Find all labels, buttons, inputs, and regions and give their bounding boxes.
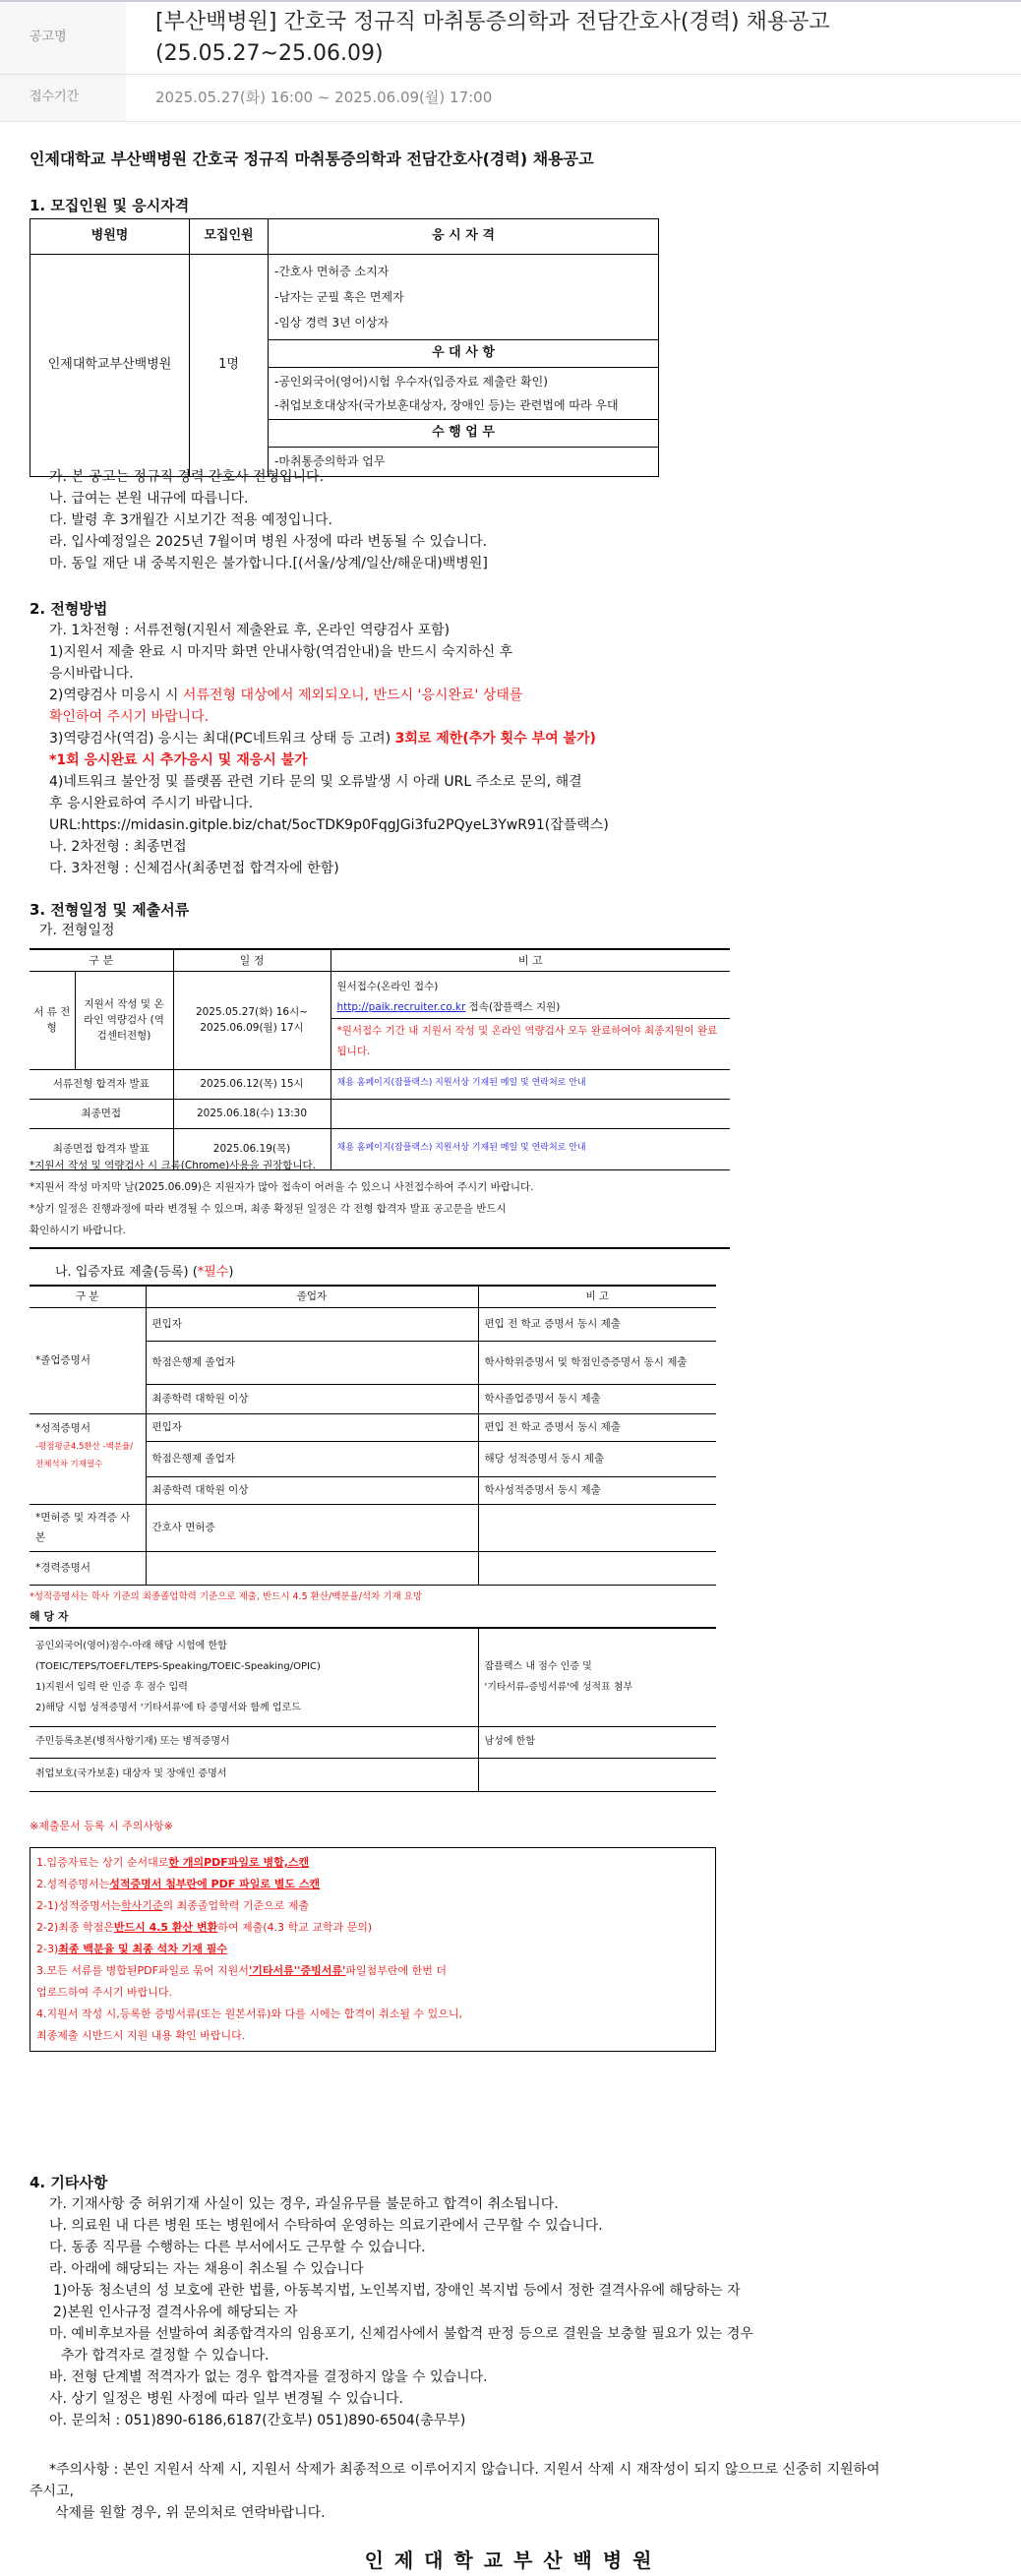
preference-title: 우 대 사 항	[269, 340, 659, 368]
applicable-text: 주민등록초본(병적사항기재) 또는 병적증명서	[30, 1726, 478, 1758]
doc-category: *성적증명서	[35, 1421, 90, 1434]
application-period: 2025.05.27(화) 16시~ 2025.06.09(월) 17시	[173, 971, 330, 1069]
schedule-date: 2025.06.18(수) 13:30	[173, 1099, 330, 1128]
doc-item: 최종학력 대학원 이상	[146, 1384, 478, 1413]
doc-item: 편입자	[146, 1307, 478, 1341]
etc-line: 바. 전형 단계별 적격자가 없는 경우 합격자를 결정하지 않을 수 있습니다.	[49, 2369, 488, 2385]
applicable-text: (TOEIC/TEPS/TOEFL/TEPS-Speaking/TOEIC-Speaking/OPIC)	[35, 1661, 321, 1673]
text-span: 1.입증자료는 상기 순서대로	[36, 1856, 169, 1869]
note-line: 가. 본 공고는 정규직 경력 간호사 전형입니다.	[49, 469, 325, 485]
doc-item: 편입자	[146, 1413, 478, 1441]
doc-remark: 편입 전 학교 증명서 동시 제출	[478, 1307, 716, 1341]
process-line: *1회 응시완료 시 추가응시 및 재응시 불가	[49, 752, 308, 768]
period-row	[0, 75, 1021, 122]
schedule-remark: 채용 홈페이지(잡플랙스) 지원서상 기재된 메일 및 연락처로 안내	[330, 1069, 730, 1099]
th-remark: 비 고	[478, 1286, 716, 1307]
caution-line: 업로드하여 주시기 바랍니다.	[36, 1986, 173, 1999]
title-label: 공고명	[0, 2, 126, 74]
caution-note	[30, 2459, 989, 2524]
etc-line: 2)본원 인사규정 결격사유에 해당되는 자	[53, 2305, 298, 2320]
document-screening: 서 류 전 형	[30, 971, 75, 1069]
applicable-text: 취업보호(국가보훈) 대상자 및 장애인 증명서	[30, 1758, 478, 1791]
schedule-remark: 채용 홈페이지(잡플랙스) 지원서상 기재된 메일 및 연락처로 안내	[330, 1128, 730, 1169]
emphasis: 반드시 4.5 환산 변환	[113, 1921, 218, 1934]
note-line: 나. 급여는 본원 내규에 따릅니다.	[49, 491, 249, 507]
process-line	[49, 685, 984, 706]
applicable-text: 1)지원서 입력 란 인증 후 점수 입력	[35, 1682, 188, 1694]
text-span: 3)역량검사(역검) 응시는 최대(PC네트워크 상태 등 고려)	[49, 731, 395, 747]
etc-line: 1)아동 청소년의 성 보호에 관한 법률, 아동복지법, 노인복지법, 장애인 복지법 등에서 정한 결격사유에 해당하는 자	[53, 2283, 741, 2299]
process-line: 가. 1차전형 : 서류전형(지원서 제출완료 후, 온라인 역량검사 포함)	[49, 623, 450, 638]
th-count: 모집인원	[190, 219, 269, 255]
red-text: 3회로 제한	[394, 731, 463, 747]
doc-category: *졸업증명서	[30, 1307, 146, 1413]
applicable-table	[30, 1627, 716, 1792]
applicable-remark: 남성에 한함	[478, 1726, 716, 1758]
text-span: 2-1)성적증명서는	[36, 1899, 122, 1912]
remark-warning: *원서접수 기간 내 지원서 작성 및 온라인 역량검사 모두 완료하여야 최종지원이 완료됩니다.	[331, 1018, 731, 1064]
etc-line: 추가 합격자로 결정할 수 있습니다.	[61, 2348, 270, 2364]
duty-item: -마취통증의학과 업무	[269, 448, 659, 477]
th-schedule: 일 정	[173, 949, 330, 971]
remark-text: 원서접수(온라인 접수)	[336, 980, 439, 992]
emphasis: 학사기준	[121, 1899, 163, 1912]
schedule-step: 서류전형 합격자 발표	[30, 1069, 173, 1099]
process-line: 나. 2차전형 : 최종면접	[49, 839, 187, 855]
doc-remark: 편입 전 학교 증명서 동시 제출	[478, 1413, 716, 1441]
process-line: 응시바랍니다.	[49, 666, 134, 682]
footer-hospital-name: 인 제 대 학 교 부 산 백 병 원	[364, 2548, 654, 2572]
schedule-step: 최종면접	[30, 1099, 173, 1128]
th-qualification: 응 시 자 격	[269, 219, 659, 255]
process-line: 1)지원서 제출 완료 시 마지막 화면 안내사항(역검안내)을 반드시 숙지하신 후	[49, 644, 513, 660]
schedule-note: 확인하시기 바랍니다.	[30, 1225, 126, 1236]
applicable-text: 2)해당 시험 성적증명서 '기타서류'에 타 증명서와 함께 업로드	[35, 1703, 301, 1714]
section-4-title: 4. 기타사항	[30, 2174, 108, 2191]
caution-text: *주의사항 : 본인 지원서 삭제 시, 지원서 삭제가 최종적으로 이루어지지 않습니다. 지원서 삭제 시 재작성이 되지 않으므로 신중히 지원하여	[49, 2462, 880, 2478]
applicable-title: 해 당 자	[30, 1610, 69, 1623]
caution-text: 삭제를 원할 경우, 위 문의처로 연락바랍니다.	[55, 2505, 326, 2521]
schedule-step: 최종면접 합격자 발표	[30, 1128, 173, 1169]
process-line	[49, 728, 984, 749]
text-span: 2-3)	[36, 1943, 59, 1955]
etc-line: 라. 아래에 해당되는 자는 채용이 취소될 수 있습니다	[49, 2261, 364, 2277]
etc-line: 가. 기재사항 중 허위기재 사실이 있는 경우, 과실유무를 불문하고 합격이 취소됩니다.	[49, 2196, 559, 2212]
doc-remark: 해당 성적증명서 동시 제출	[478, 1441, 716, 1476]
doc-remark: 학사성적증명서 동시 제출	[478, 1476, 716, 1504]
text-span: 2)역량검사 미응시 시	[49, 688, 183, 703]
process-line: 4)네트워크 불안정 및 플랫폼 관련 기타 문의 및 오류발생 시 아래 URL 주소로 문의, 해결	[49, 774, 582, 790]
remark-text: 접속(잡플랙스 지원)	[465, 1000, 561, 1013]
documents-table	[30, 1285, 716, 1586]
qual-item: -간호사 면허증 소지자	[274, 265, 390, 278]
doc-remark: 학사학위증명서 및 학점인증증명서 동시 제출	[478, 1341, 716, 1384]
applicable-text: 공인외국어(영어)점수-아래 해당 시험에 한함	[35, 1641, 227, 1652]
pref-item: -공인외국어(영어)시험 우수자(입증자료 제출란 확인)	[274, 375, 548, 389]
pref-item: -취업보호대상자(국가보훈대상자, 장애인 등)는 관련법에 따라 우대	[274, 398, 619, 412]
caution-line: 최종제출 시반드시 지원 내용 확인 바랍니다.	[36, 2029, 246, 2042]
qual-item: -남자는 군필 혹은 면제자	[274, 290, 404, 304]
doc-item: 최종학력 대학원 이상	[146, 1476, 478, 1504]
emphasis: 한 개의PDF파일로 병합,스캔	[168, 1856, 310, 1869]
note-line: 마. 동일 재단 내 중복지원은 불가합니다.[(서울/상계/일산/해운대)백병원]	[49, 556, 488, 571]
emphasis: 성적증명서 첨부란에 PDF 파일로 별도 스캔	[109, 1878, 321, 1890]
text-span: 2-2)최종 학점은	[36, 1921, 114, 1934]
application-step: 지원서 작성 및 온라인 역량검사 (역검센터전형)	[75, 971, 173, 1069]
schedule-note: *지원서 작성 마지막 날(2025.06.09)은 지원자가 많아 접속이 어려울 수 있으니 사전접수하여 주시기 바랍니다.	[30, 1181, 534, 1193]
qualification-table	[30, 218, 659, 477]
red-text: (추가 횟수 부여 불가)	[462, 731, 596, 747]
text-span: )	[228, 1265, 234, 1280]
section-1-title: 1. 모집인원 및 응시자격	[30, 197, 190, 214]
etc-line: 다. 동종 직무를 수행하는 다른 부서에서도 근무할 수 있습니다.	[49, 2240, 426, 2255]
documents-subtitle	[55, 1263, 233, 1283]
emphasis: '기타서류''증빙서류'	[248, 1964, 346, 1977]
red-text: 서류전형 대상에서 제외	[182, 688, 326, 703]
caution-line: 4.지원서 작성 시,등록한 증빙서류(또는 원본서류)와 다를 시에는 합격이 취소될 수 있으니,	[36, 2007, 462, 2020]
doc-category-note: -평점평균4.5환산 -백분율/전체석차 기재필수	[35, 1441, 134, 1469]
section-4-body	[49, 2193, 984, 2431]
text-span: 하여 제출(4.3 학교 교학과 문의)	[217, 1921, 373, 1934]
period-value: 2025.05.27(화) 16:00 ~ 2025.06.09(월) 17:00	[155, 88, 493, 106]
schedule-note: *지원서 작성 및 역량검사 시 크롬(Chrome)사용을 권장합니다.	[30, 1160, 316, 1171]
emphasis: 최종 백분율 및 최종 석차 기재 필수	[58, 1943, 228, 1955]
schedule-table	[30, 948, 730, 1170]
doc-item: 학점은행제 졸업자	[146, 1441, 478, 1476]
transcript-note: *성적증명서는 학사 기준의 최종졸업학력 기준으로 제출, 반드시 4.5 환산/백분율/석차 기재 요망	[30, 1591, 423, 1602]
doc-item: 간호사 면허증	[146, 1504, 478, 1551]
contact-line: 아. 문의처 : 051)890-6186,6187(간호부) 051)890-6504(총무부)	[49, 2413, 466, 2428]
caution-text: 주시고,	[30, 2484, 75, 2499]
text-span: 3.모든 서류를 병합된PDF파일로 묶어 지원서	[36, 1964, 249, 1977]
doc-category: *경력증명서	[30, 1551, 146, 1585]
doc-remark: 학사졸업증명서 동시 제출	[478, 1384, 716, 1413]
text-span: 파일첨부란에 한번 더	[345, 1964, 448, 1977]
th-category: 구 분	[30, 1286, 146, 1307]
doc-title: 인제대학교 부산백병원 간호국 정규직 마취통증의학과 전담간호사(경력) 채용공고	[30, 150, 594, 168]
qual-item: -임상 경력 3년 이상자	[274, 316, 390, 329]
process-line: 확인하여 주시기 바랍니다.	[49, 709, 210, 725]
support-url[interactable]: URL:https://midasin.gitple.biz/chat/5ocTDK9p0FqgJGi3fu2PQyeL3YwR91(잡플랙스)	[49, 817, 609, 833]
applicable-remark: 잡플랙스 내 점수 인증 및	[484, 1661, 592, 1673]
text-span: 2.성적증명서는	[36, 1878, 110, 1890]
note-line: 라. 입사예정일은 2025년 7월이며 병원 사정에 따라 변동될 수 있습니다.	[49, 534, 488, 550]
section-3-title: 3. 전형일정 및 제출서류	[30, 901, 190, 919]
th-graduate: 졸업자	[146, 1286, 478, 1307]
doc-category: *면허증 및 자격증 사본	[30, 1504, 146, 1551]
th-category: 구 분	[30, 949, 173, 971]
section-1-notes	[49, 466, 488, 574]
duty-title: 수 행 업 무	[269, 420, 659, 448]
recruit-site-link[interactable]: http://paik.recruiter.co.kr	[336, 1000, 466, 1013]
section-2-title: 2. 전형방법	[30, 600, 108, 618]
caution-box	[30, 1847, 716, 2052]
process-line: 다. 3차전형 : 신체검사(최종면접 합격자에 한함)	[49, 861, 339, 876]
hospital-name: 인제대학교부산백병원	[30, 255, 190, 477]
schedule-date: 2025.06.19(목)	[173, 1128, 330, 1169]
caution-title: ※제출문서 등록 시 주의사항※	[30, 1820, 173, 1832]
applicable-remark: '기타서류-증빙서류'에 성적표 첨부	[484, 1682, 633, 1694]
section-2-body	[49, 620, 984, 879]
etc-line: 마. 예비후보자를 선발하여 최종합격자의 임용포기, 신체검사에서 불합격 판정 등으로 결원을 보충할 필요가 있는 경우	[49, 2326, 753, 2342]
text-span: 나. 입증자료 제출(등록) (	[55, 1265, 198, 1280]
etc-line: 사. 상기 일정은 병원 사정에 따라 일부 변경될 수 있습니다.	[49, 2391, 404, 2407]
schedule-date: 2025.06.12(목) 15시	[173, 1069, 330, 1099]
etc-line: 나. 의료원 내 다른 병원 또는 병원에서 수탁하여 운영하는 의료기관에서 근무할 수 있습니다.	[49, 2218, 603, 2234]
recruit-count: 1명	[190, 255, 269, 477]
period-label: 접수기간	[0, 75, 126, 121]
title-row	[0, 2, 1021, 75]
schedule-subtitle: 가. 전형일정	[39, 923, 115, 938]
schedule-notes	[30, 1155, 730, 1249]
red-text: 되오니, 반드시 '응시완료' 상태를	[325, 688, 523, 703]
process-line: 후 응시완료하여 주시기 바랍니다.	[49, 796, 254, 811]
note-line: 다. 발령 후 3개월간 시보기간 적용 예정입니다.	[49, 512, 332, 528]
schedule-note: *상기 일정은 진행과정에 따라 변경될 수 있으며, 최종 확정된 일정은 각 전형 합격자 발표 공고문을 반드시	[30, 1203, 507, 1215]
doc-item: 학점은행제 졸업자	[146, 1341, 478, 1384]
th-hospital: 병원명	[30, 219, 190, 255]
text-span: 의 최종졸업학력 기준으로 제출	[162, 1899, 310, 1912]
page-title: [부산백병원] 간호국 정규직 마취통증의학과 전담간호사(경력) 채용공고 (25.05.27~25.06.09)	[155, 9, 830, 66]
th-remark: 비 고	[330, 949, 730, 971]
required-mark: *필수	[197, 1265, 229, 1280]
